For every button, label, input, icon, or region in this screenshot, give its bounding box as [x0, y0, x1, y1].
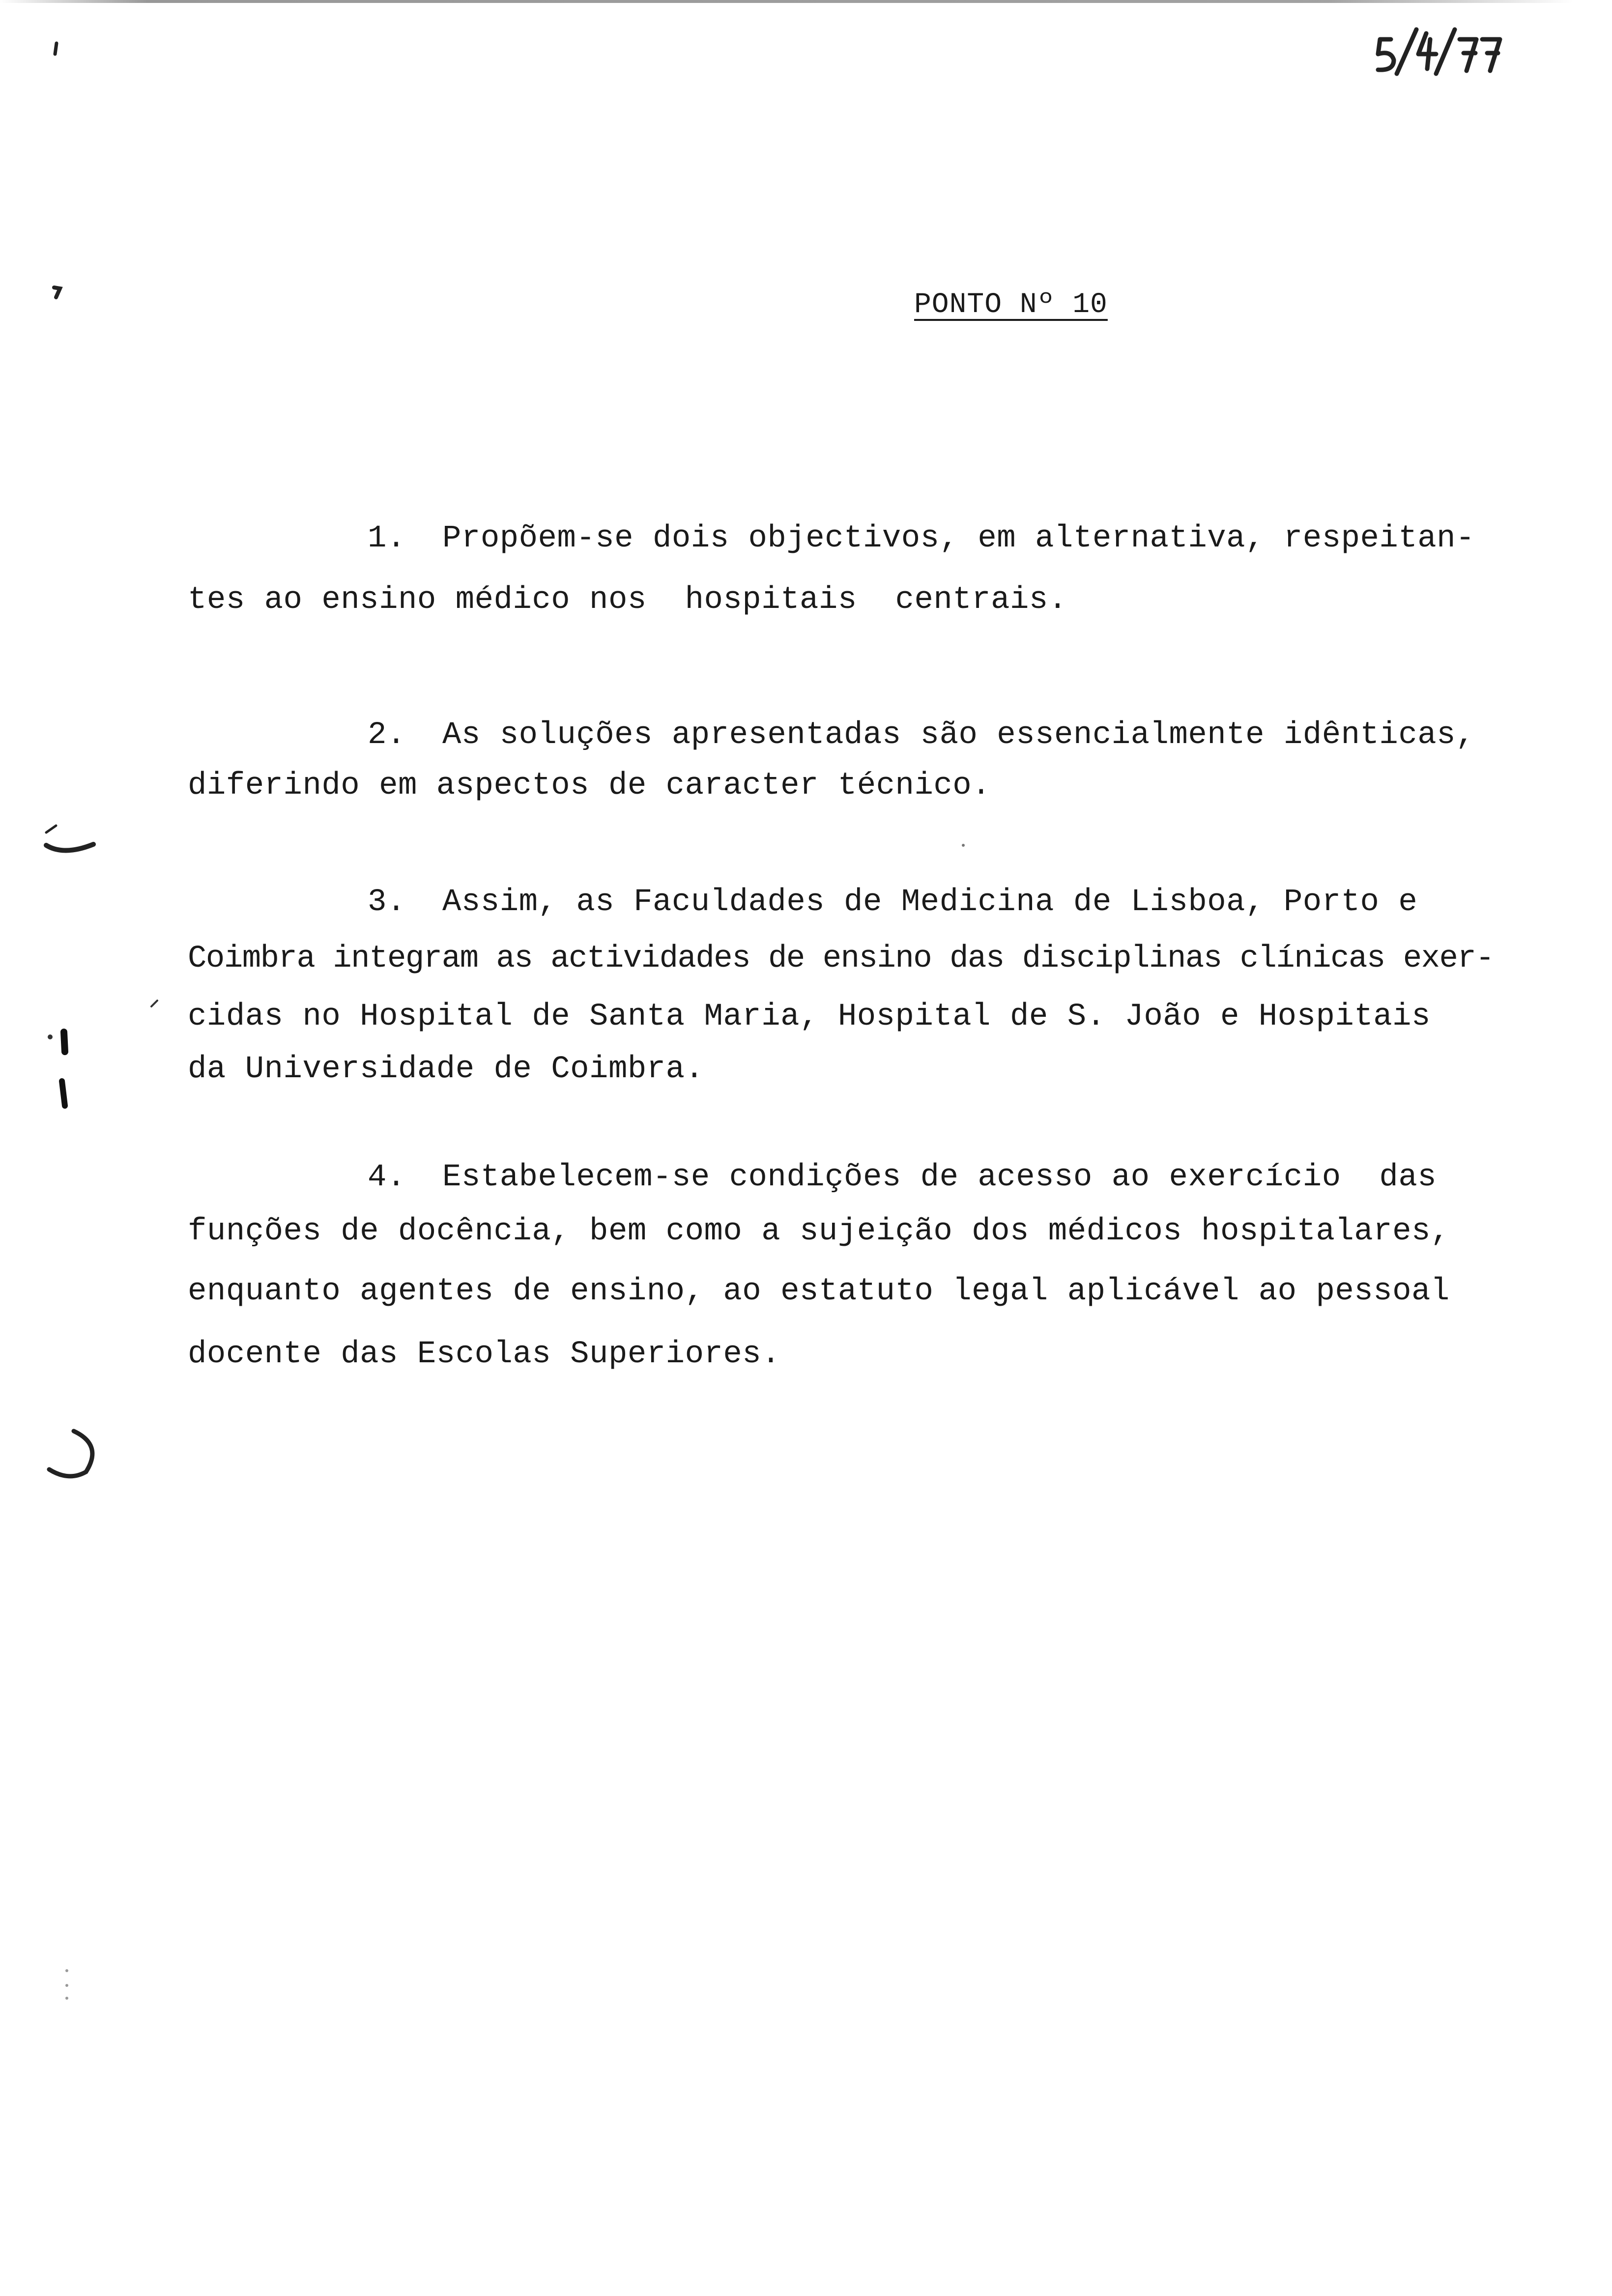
- paragraph-1-number: 1.: [368, 521, 406, 556]
- paragraph-4-line-3: enquanto agentes de ensino, ao estatuto legal aplicável ao pessoal: [188, 1274, 1450, 1309]
- paragraph-4-line-4: docente das Escolas Superiores.: [188, 1337, 781, 1372]
- document-heading: PONTO Nº 10: [914, 289, 1108, 321]
- paragraph-4-line-2: funções de docência, bem como a sujeição dos médicos hospitalares,: [188, 1214, 1450, 1249]
- paragraph-2-number: 2.: [368, 718, 406, 753]
- paragraph-2-line-2: diferindo em aspectos de caracter técnico.: [188, 768, 991, 804]
- margin-hook-mark-icon: [39, 1420, 108, 1489]
- paragraph-3-line-2: Coimbra integram as actividades de ensino das disciplinas clínicas exer-: [188, 941, 1494, 976]
- paragraph-3-line-3: cidas no Hospital de Santa Maria, Hospital de S. João e Hospitais: [188, 999, 1431, 1034]
- paragraph-1-line-1: Propõem-se dois objectivos, em alternativa, respeitan-: [442, 521, 1475, 556]
- top-edge-rule: [0, 0, 1612, 3]
- margin-speck-icon: [49, 39, 64, 59]
- margin-speck-icon: [49, 283, 64, 302]
- paragraph-2-line-1: As soluções apresentadas são essencialmente idênticas,: [442, 718, 1475, 753]
- paragraph-1-line-2: tes ao ensino médico nos hospitais centrais.: [188, 582, 1067, 618]
- margin-punch-marks-icon: [45, 1022, 80, 1111]
- paragraph-3-number: 3.: [368, 885, 406, 920]
- scan-dot-icon: [958, 840, 968, 850]
- paragraph-3-line-1: Assim, as Faculdades de Medicina de Lisboa, Porto e: [442, 885, 1418, 920]
- margin-curve-mark-icon: [39, 816, 103, 865]
- paragraph-3-line-4: da Universidade de Coimbra.: [188, 1052, 704, 1087]
- handwritten-date-icon: [1371, 20, 1509, 84]
- paragraph-4-line-1: Estabelecem-se condições de acesso ao exercício das: [442, 1160, 1437, 1195]
- handwritten-date-annotation: [1371, 20, 1509, 84]
- margin-tick-icon: [147, 998, 162, 1012]
- scan-dots-icon: [62, 1966, 72, 2005]
- paragraph-4-number: 4.: [368, 1160, 406, 1195]
